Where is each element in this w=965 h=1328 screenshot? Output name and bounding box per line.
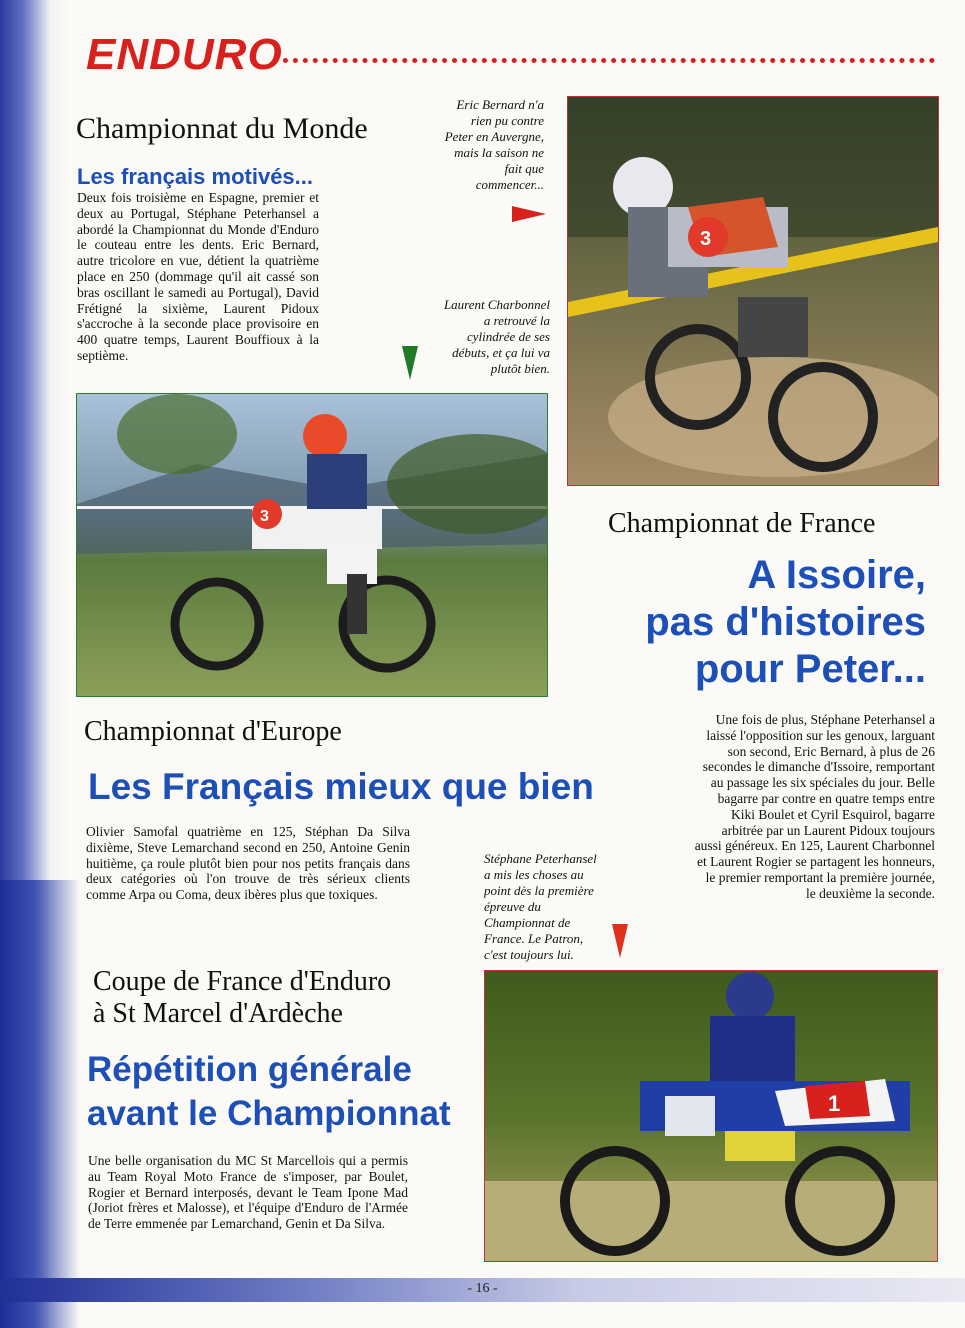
monde-body: Deux fois troisième en Espagne, premier et deux au Portugal, Stéphane Peterhansel a abordé la Championnat du Monde d'Enduro le couteau entre les dents. Eric Bernard, autre tricolore en vue, détient la quatrième place en 250 (dommage qu'il ait cassé son bras oscillant le samedi au Portugal), David Frétigné la sixième, Laurent Pidoux s'accroche à la seconde place provisoire en 400 quatre temps, Laurent Bouffioux à la septième. (77, 190, 319, 363)
caption-line: Peter en Auvergne, (444, 129, 544, 144)
caption-line: commencer... (475, 177, 544, 192)
caption-line: débuts, et ça lui va (452, 345, 550, 360)
france-subtitle-line: pas d'histoires (645, 600, 926, 644)
caption-line: rien pu contre (470, 113, 544, 128)
arrow-right-icon (512, 206, 546, 222)
header-dotted-rule (273, 48, 935, 63)
monde-heading: Championnat du Monde (76, 112, 368, 145)
coupe-heading-line: Coupe de France d'Enduro (93, 966, 392, 997)
photo-eric-bernard-rider (567, 96, 939, 486)
monde-subtitle: Les français motivés... (77, 164, 313, 189)
coupe-heading (93, 966, 391, 1030)
caption-line: fait que (504, 161, 544, 176)
coupe-subtitle (87, 1048, 451, 1136)
caption-line: Laurent Charbonnel (443, 297, 550, 312)
arrow-down-icon (402, 346, 418, 380)
caption-line: cylindrée de ses (466, 329, 550, 344)
caption-line: point dès la première (484, 883, 594, 898)
caption-line: a mis les choses au (484, 867, 584, 882)
caption-line: a retrouvé la (483, 313, 550, 328)
left-gradient-band-lower (0, 880, 80, 1328)
caption-line: plutôt bien. (490, 361, 550, 376)
caption-line: Stéphane Peterhansel (484, 851, 597, 866)
caption-line: Eric Bernard n'a (456, 97, 544, 112)
france-subtitle (600, 552, 926, 693)
caption-eric-bernard (408, 97, 544, 193)
coupe-subtitle-line: Répétition générale (87, 1050, 412, 1089)
europe-subtitle: Les Français mieux que bien (88, 766, 594, 807)
france-body: Une fois de plus, Stéphane Peterhansel a laissé l'opposition sur les genoux, larguant son second, Eric Bernard, à plus de 26 secondes le dimanche d'Issoire, remportant au passage les six spéciales du jour. Belle bagarre par contre en quatre temps entre Kiki Boulet et Cyril Esquirol, bagarre arbitrée par un Laurent Pidoux toujours aussi généreux. En 125, Laurent Charbonnel et Laurent Rogier se partagent les honneurs, le premier remportant la première journée, le deuxième la seconde. (694, 712, 935, 901)
coupe-subtitle-line: avant le Championnat (87, 1094, 451, 1133)
photo-laurent-charbonnel-rider (76, 393, 548, 697)
page-number: - 16 - (467, 1281, 498, 1296)
caption-line: Championnat de (484, 915, 571, 930)
caption-line: mais la saison ne (454, 145, 544, 160)
europe-heading: Championnat d'Europe (84, 716, 342, 747)
france-heading: Championnat de France (608, 508, 876, 539)
bike-number-label: 3 (700, 228, 712, 250)
arrow-down-icon (612, 924, 628, 958)
section-title: ENDURO (86, 30, 283, 79)
europe-body: Olivier Samofal quatrième en 125, Stéphan Da Silva dixième, Steve Lemarchand second en 250, Antoine Genin huitième, ça roule plutôt bien pour nos petits français dans deux catégories où l'on trouve de très sérieux clients comme Arpa ou Coma, deux ibères plus que toxiques. (86, 824, 410, 903)
france-subtitle-line: pour Peter... (694, 647, 926, 691)
bike-number-label: 1 (828, 1091, 841, 1116)
bike-number-label: 3 (260, 508, 269, 525)
coupe-body: Une belle organisation du MC St Marcellois qui a permis au Team Royal Moto France de s'imposer, par Boulet, Rogier et Bernard interposés, devant le Team Ipone Mad (Joriot frères et Malosse), et l'équipe d'Enduro de l'Armée de Terre emmenée par Lemarchand, Genin et Da Silva. (88, 1153, 408, 1232)
france-subtitle-line: A Issoire, (747, 553, 926, 597)
caption-laurent-charbonnel (400, 297, 550, 377)
caption-line: France. Le Patron, (484, 931, 584, 946)
caption-stephane-peterhansel (484, 851, 624, 963)
caption-line: c'est toujours lui. (484, 947, 574, 962)
coupe-heading-line: à St Marcel d'Ardèche (93, 998, 343, 1029)
photo-stephane-peterhansel-rider (484, 970, 938, 1262)
caption-line: épreuve du (484, 899, 541, 914)
